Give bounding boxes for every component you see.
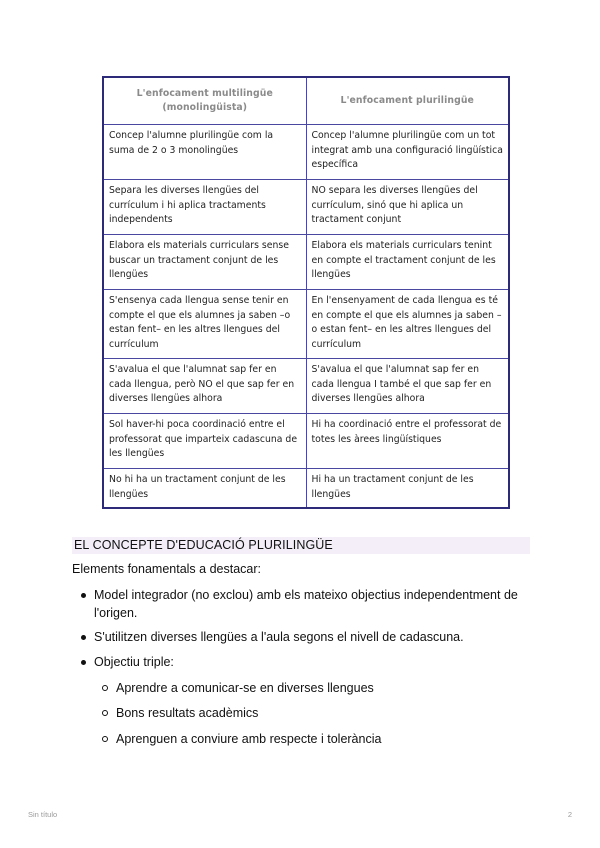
sub-list-item [72, 679, 528, 697]
table-row [103, 290, 509, 359]
list-item-text: Model integrador (no exclou) amb els mateixo objectius independentment de l'origen. [94, 588, 518, 620]
list-item [72, 586, 528, 622]
bullet-icon [81, 593, 86, 598]
cell-multilingual: S'ensenya cada llengua sense tenir en compte el que els alumnes ja saben –o estan fent– en les altres llengues del currículum [103, 290, 306, 359]
circle-bullet-icon [102, 685, 108, 691]
cell-multilingual: S'avalua el que l'alumnat sap fer en cada llengua, però NO el que sap fer en diverses llengües alhora [103, 359, 306, 414]
cell-plurilingual: Elabora els materials curriculars tenint en compte el tractament conjunt de les llengües [306, 235, 509, 290]
cell-multilingual: Elabora els materials curriculars sense buscar un tractament conjunt de les llengües [103, 235, 306, 290]
cell-plurilingual: Hi ha un tractament conjunt de les llengües [306, 469, 509, 509]
sub-list-item-text: Bons resultats acadèmics [116, 706, 259, 720]
table-header-row [103, 77, 509, 125]
cell-multilingual: Separa les diverses llengües del currículum i hi aplica tractaments independents [103, 180, 306, 235]
cell-plurilingual: Hi ha coordinació entre el professorat de totes les àrees lingüístiques [306, 414, 509, 469]
bullet-icon [81, 660, 86, 665]
sub-list-item-text: Aprenguen a conviure amb respecte i tolerància [116, 732, 382, 746]
cell-plurilingual: Concep l'alumne plurilingüe com un tot integrat amb una configuració lingüística específica [306, 125, 509, 180]
sub-list-item-text: Aprendre a comunicar-se en diverses llengues [116, 681, 374, 695]
section-heading: EL CONCEPTE D'EDUCACIÓ PLURILINGÜE [72, 537, 530, 554]
table-row [103, 235, 509, 290]
sub-list-item [72, 704, 528, 722]
cell-plurilingual: NO separa les diverses llengües del currículum, sinó que hi aplica un tractament conjunt [306, 180, 509, 235]
table-row [103, 125, 509, 180]
footer-document-title: Sin título [28, 810, 58, 819]
list-item-text: Objectiu triple: [94, 655, 174, 669]
cell-plurilingual: En l'ensenyament de cada llengua es té en compte el que els alumnes ja saben –o estan fent– en les altres llengues del currículum [306, 290, 509, 359]
header-plurilingual: L'enfocament plurilingüe [306, 77, 509, 125]
footer-page-number: 2 [567, 810, 572, 819]
cell-multilingual: Concep l'alumne plurilingüe com la suma de 2 o 3 monolingües [103, 125, 306, 180]
table-row [103, 359, 509, 414]
circle-bullet-icon [102, 736, 108, 742]
table-row [103, 414, 509, 469]
circle-bullet-icon [102, 710, 108, 716]
cell-multilingual: No hi ha un tractament conjunt de les llengües [103, 469, 306, 509]
intro-text: Elements fonamentals a destacar: [72, 562, 261, 576]
header-multilingual: L'enfocament multilingüe (monolingüista) [103, 77, 306, 125]
cell-plurilingual: S'avalua el que l'alumnat sap fer en cada llengua I també el que sap fer en diverses llengües alhora [306, 359, 509, 414]
list-item-text: S'utilitzen diverses llengües a l'aula segons el nivell de cadascuna. [94, 630, 464, 644]
list-item [72, 628, 528, 646]
table-row [103, 180, 509, 235]
list-item [72, 653, 528, 671]
table-row [103, 469, 509, 509]
sub-list-item [72, 730, 528, 748]
bullet-icon [81, 635, 86, 640]
comparison-table [102, 76, 510, 509]
cell-multilingual: Sol haver-hi poca coordinació entre el professorat que imparteix cadascuna de les llengües [103, 414, 306, 469]
